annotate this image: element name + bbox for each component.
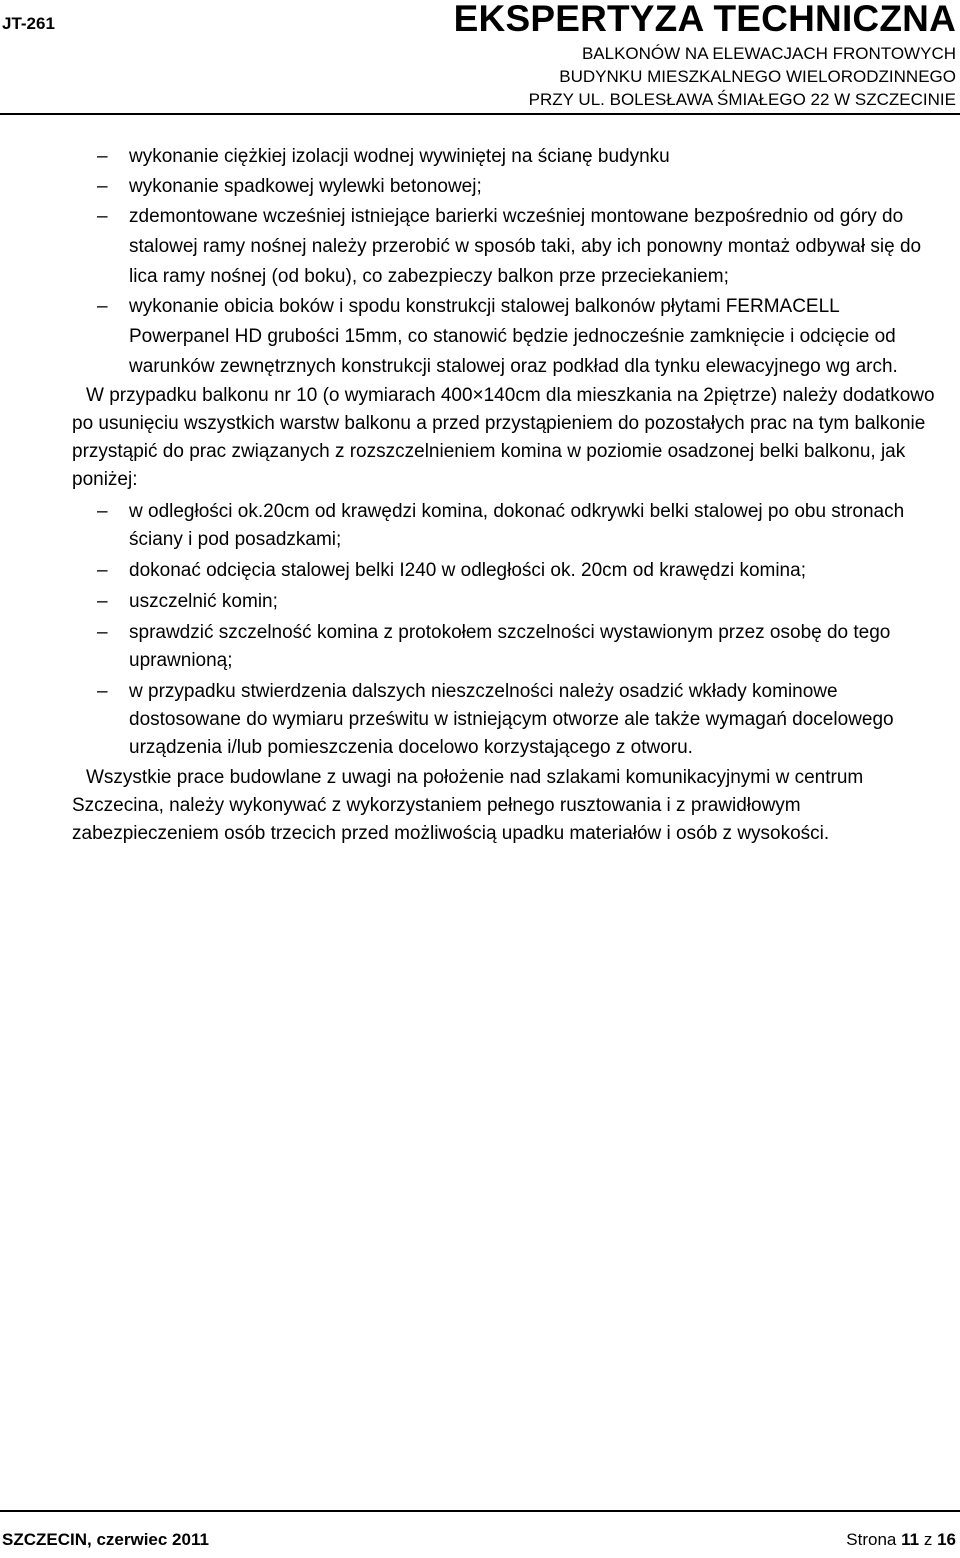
- list-item-text: zdemontowane wcześniej istniejące barierki wcześniej montowane bezpośrednio od góry do stalowej ramy nośnej należy przerobić w sposób taki, aby ich ponowny montaż odbywał się do lica ramy nośnej (od boku), co zabezpieczy balkon prze przeciekaniem;: [129, 206, 922, 287]
- works-list: [0, 142, 960, 382]
- dash-bullet: –: [97, 560, 108, 581]
- list-item-text: w odległości ok.20cm od krawędzi komina, dokonać odkrywki belki stalowej po obu stronach ściany i pod posadzkami;: [129, 501, 905, 550]
- page-footer: [0, 1510, 960, 1558]
- dash-bullet: –: [97, 146, 108, 167]
- page-number: [846, 1530, 956, 1550]
- chimney-steps-list: [0, 498, 960, 762]
- document-subtitle-line-1: BALKONÓW NA ELEWACJACH FRONTOWYCH: [581, 44, 956, 63]
- list-item: [0, 588, 960, 616]
- list-item-text: uszczelnić komin;: [129, 591, 278, 612]
- header-divider: [0, 113, 960, 115]
- dash-bullet: –: [97, 681, 108, 702]
- list-item: [0, 557, 960, 585]
- dash-bullet: –: [97, 176, 108, 197]
- list-item: [0, 142, 960, 172]
- dash-bullet: –: [97, 501, 108, 522]
- list-item-text: sprawdzić szczelność komina z protokołem szczelności wystawionym przez osobę do tego uprawnioną;: [129, 622, 891, 671]
- document-subtitle-line-3: PRZY UL. BOLESŁAWA ŚMIAŁEGO 22 W SZCZECINIE: [528, 90, 956, 109]
- list-item: [0, 172, 960, 202]
- list-item-text: wykonanie obicia boków i spodu konstrukcji stalowej balkonów płytami FERMACELL Powerpanel HD grubości 15mm, co stanowić będzie jednocześnie zamknięcie i odcięcie od warunków zewnętrznych konstrukcji stalowej oraz podkład dla tynku elewacyjnego wg arch.: [129, 296, 898, 377]
- list-item: [0, 292, 960, 382]
- dash-bullet: –: [97, 206, 108, 227]
- paragraph-scaffolding: Wszystkie prace budowlane z uwagi na położenie nad szlakami komunikacyjnymi w centrum Szczecina, należy wykonywać z wykorzystaniem pełnego rusztowania i z prawidłowym zabezpieczeniem osób trzecich przed możliwością upadku materiałów i osób z wysokości.: [72, 767, 864, 844]
- page-label: Strona: [846, 1530, 897, 1549]
- document-body: [0, 142, 960, 848]
- list-item-text: dokonać odcięcia stalowej belki I240 w odległości ok. 20cm od krawędzi komina;: [129, 560, 806, 581]
- list-item: [0, 678, 960, 762]
- dash-bullet: –: [97, 296, 108, 317]
- footer-divider: [0, 1510, 960, 1512]
- page-separator: z: [923, 1530, 933, 1549]
- page-current: 11: [901, 1530, 920, 1549]
- paragraph-balcony-10: W przypadku balkonu nr 10 (o wymiarach 400×140cm dla mieszkania na 2piętrze) należy dodatkowo po usunięciu wszystkich warstw balkonu a przed przystąpieniem do pozostałych prac na tym balkonie przystąpić do prac związanych z rozszczelnieniem komina w poziomie osadzonej belki balkonu, jak poniżej:: [72, 385, 935, 490]
- document-title: EKSPERTYZA TECHNICZNA: [453, 0, 956, 39]
- page-total: 16: [937, 1530, 956, 1549]
- list-item: [0, 619, 960, 675]
- list-item-text: wykonanie spadkowej wylewki betonowej;: [129, 176, 482, 197]
- page-header: [0, 0, 960, 109]
- list-item: [0, 202, 960, 292]
- list-item: [0, 498, 960, 554]
- dash-bullet: –: [97, 622, 108, 643]
- list-item-text: w przypadku stwierdzenia dalszych nieszczelności należy osadzić wkłady kominowe dostosowane do wymiaru prześwitu w istniejącym otworze ale także wymagań docelowego urządzenia i/lub pomieszczenia docelowo korzystającego z otworu.: [129, 681, 894, 758]
- document-code: JT-261: [2, 14, 55, 33]
- footer-place-date: SZCZECIN, czerwiec 2011: [2, 1530, 209, 1549]
- list-item-text: wykonanie ciężkiej izolacji wodnej wywiniętej na ścianę budynku: [129, 146, 670, 167]
- document-subtitle-line-2: BUDYNKU MIESZKALNEGO WIELORODZINNEGO: [559, 67, 956, 86]
- dash-bullet: –: [97, 591, 108, 612]
